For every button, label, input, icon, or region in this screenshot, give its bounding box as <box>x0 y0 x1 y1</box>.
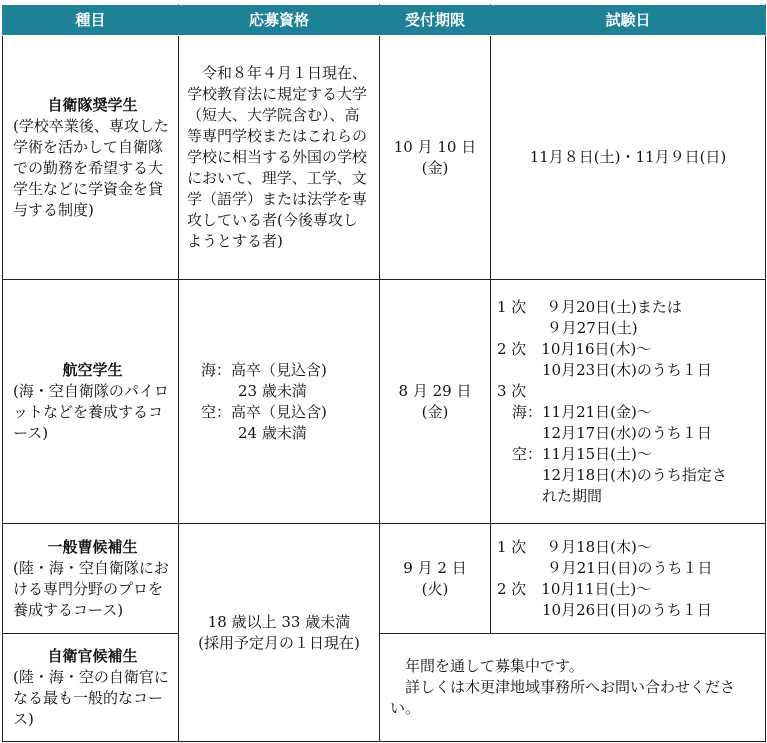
header-category: 種目 <box>3 5 179 36</box>
table-row-scholarship <box>3 36 766 280</box>
eligibility-navy-age: 23 歳未満 <box>238 381 307 400</box>
category-general <box>3 524 179 634</box>
deadline-scholarship <box>380 36 491 280</box>
eligibility-air: 空：高卒（見込含) <box>201 402 327 421</box>
eligibility-text: 令和８年４月１日現在、学校教育法に規定する大学（短大、大学院含む）、高等専門学校またはこれらの学校に相当する外国の学校において、理学、工学、文学（語学）または法学を専攻している者(今後専攻しようとする者) <box>187 64 368 250</box>
eligibility-age: 18 歳以上 33 歳未満 <box>207 612 351 631</box>
eligibility-navy: 海：高卒（見込含) <box>201 360 327 379</box>
header-exam-date: 試験日 <box>491 5 766 36</box>
header-row <box>3 5 766 36</box>
deadline-date: 10 月 10 日 <box>393 137 477 156</box>
exam-line: れた期間 <box>497 486 603 505</box>
category-candidate <box>3 634 179 742</box>
exam-general <box>491 524 766 634</box>
exam-aviation <box>491 280 766 524</box>
exam-line: 10月23日(木)のうち１日 <box>497 360 712 379</box>
exam-line: 2 次 10月16日(木)～ <box>497 339 652 358</box>
eligibility-scholarship <box>179 36 380 280</box>
category-description: (海・空自衛隊のパイロットなどを養成するコース) <box>13 381 169 442</box>
exam-line: ９月21日(日)のうち１日 <box>497 558 713 577</box>
exam-line: 3 次 <box>497 381 527 400</box>
exam-line: 海：11月21日(金)～ <box>497 402 652 421</box>
recruitment-table <box>2 4 766 742</box>
table-row-general <box>3 524 766 634</box>
eligibility-aviation <box>179 280 380 524</box>
eligibility-reference-date: (採用予定月の１日現在) <box>198 633 360 652</box>
deadline-date: 9 月 2 日 <box>403 558 467 577</box>
eligibility-air-age: 24 歳未満 <box>238 423 307 442</box>
deadline-date: 8 月 29 日 <box>398 381 472 400</box>
table-row-candidate <box>3 634 766 742</box>
deadline-weekday: (金) <box>421 158 449 177</box>
header-eligibility: 応募資格 <box>179 5 380 36</box>
note-line: 年間を通して募集中です。 <box>405 657 584 675</box>
exam-line: 1 次 ９月18日(木)～ <box>497 537 652 556</box>
category-description: (学校卒業後、専攻した学術を活かして自衛隊での勤務を希望する大学生などに学資金を貸与する制度) <box>13 116 169 219</box>
category-title: 航空学生 <box>62 360 123 379</box>
category-description: (陸・海・空の自衛官になる最も一般的なコース) <box>13 667 169 728</box>
exam-line: ９月27日(土) <box>497 318 638 337</box>
category-title: 自衛官候補生 <box>47 646 138 665</box>
eligibility-shared <box>179 524 380 742</box>
deadline-aviation <box>380 280 491 524</box>
candidate-note <box>380 634 766 742</box>
category-title: 一般曹候補生 <box>47 537 138 556</box>
deadline-weekday: (金) <box>421 402 449 421</box>
exam-line: 2 次 10月11日(土)～ <box>497 579 652 598</box>
category-title: 自衛隊奨学生 <box>47 95 138 114</box>
exam-line: 10月26日(日)のうち１日 <box>497 600 712 619</box>
exam-line: 1 次 ９月20日(土)または <box>497 297 682 316</box>
deadline-weekday: (火) <box>421 579 449 598</box>
header-deadline: 受付期限 <box>380 5 491 36</box>
exam-line: 12月18日(木)のうち指定さ <box>497 465 727 484</box>
note-line: 詳しくは木更津地域事務所へお問い合わせください。 <box>390 678 736 717</box>
exam-line: 空：11月15日(土)～ <box>497 444 652 463</box>
exam-line: 12月17日(水)のうち１日 <box>497 423 712 442</box>
category-description: (陸・海・空自衛隊における専門分野のプロを養成するコース) <box>13 558 169 619</box>
exam-scholarship <box>491 36 766 280</box>
exam-date: 11月８日(土)・11月９日(日) <box>529 148 727 166</box>
table-row-aviation <box>3 280 766 524</box>
category-aviation <box>3 280 179 524</box>
deadline-general <box>380 524 491 634</box>
category-scholarship <box>3 36 179 280</box>
